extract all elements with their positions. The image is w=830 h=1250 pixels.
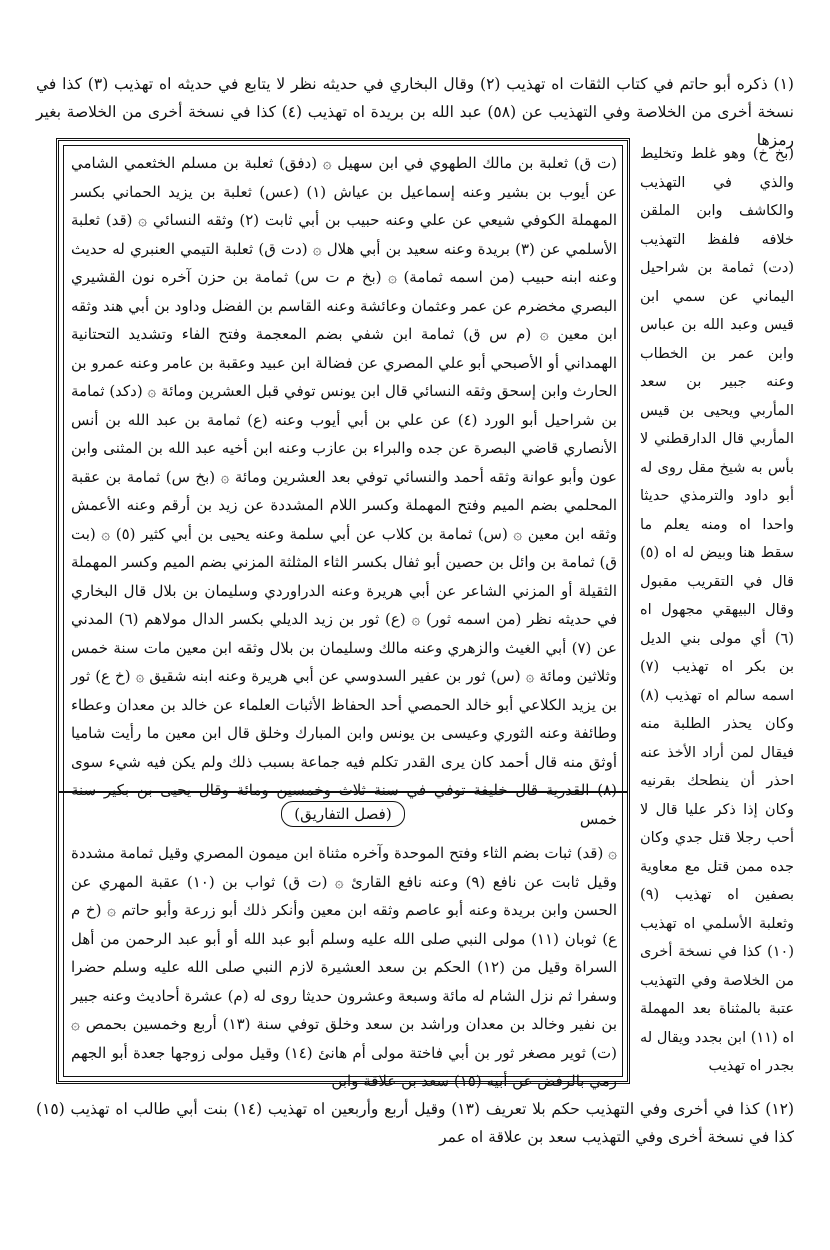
margin-notes: (بخ خ) وهو غلط وتخليط والذي في التهذيب والكاشف وابن الملقن خلافه فلفظ التهذيب (دت) ثمامة بن شراحيل اليماني عن سمي ابن قيس وعبد الله بن عباس وابن عمر بن الخطاب وعنه جبير بن سعد المأربي ويحيى بن قيس المأربي قال الدارقطني لا بأس به شيخ مقل روى له أبو داود والترمذي حديثا واحدا اه ومنه يعلم ما سقط هنا وبيض له اه (٥) قال في التقريب مقبول وقال البيهقي مجهول اه (٦) أي مولى بني الديل بن بكر اه تهذيب (٧) اسمه سالم اه تهذيب (٨) وكان يحذر الطلبة منه فيقال لمن أراد الأخذ عنه احذر أن ينطحك بقرنيه وكان إذا ذكر عليا قال لا أحب رجلا قتل جدي وكان جده ممن قتل مع معاوية بصفين اه تهذيب (٩) وثعلبة الأسلمي اه تهذيب (١٠) كذا في نسخة أخرى من الخلاصة وفي التهذيب عتبة بالمثناة بعد المهملة اه (١١) ابن بجدد ويقال له بجدر اه تهذيب (640, 146, 794, 1074)
bottom-footnotes: (١٢) كذا في أخرى وفي التهذيب حكم بلا تعريف (١٣) وقيل أربع وأربعين اه تهذيب (١٤) بنت أبي طالب اه تهذيب (١٥) كذا في نسخة أخرى وفي التهذيب سعد بن علاقة اه عمر (36, 1100, 795, 1146)
top-footnotes: (١) ذكره أبو حاتم في كتاب الثقات اه تهذيب (٢) وقال البخاري في حديثه نظر لا يتابع في حديثه اه تهذيب (٣) كذا في نسخة أخرى من الخلاصة وفي التهذيب عن (٥٨) عبد الله بن بريدة اه تهذيب (٤) كذا في نسخة أخرى من الخلاصة بغير رمزها (36, 75, 794, 149)
main-text-frame (56, 138, 630, 1090)
section-divider (59, 791, 627, 793)
section-heading (59, 801, 627, 827)
section-heading-label: (فصل التفاريق) (281, 801, 404, 827)
section-text: ۞ (قد) ثبات بضم الثاء وفتح الموحدة وآخره مثناة ابن ميمون المصري وقيل ثمامة مشددة وقيل ثابت عن نافع (٩) وعنه نافع القارئ ۞ (ت ق) ثواب بن (١٠) عقبة المهري عن الحسن وابن بريدة وعنه أبو عاصم وثقه ابن معين وأنكر ذلك أبو زرعة وأبو حاتم ۞ (خ م ع) ثوبان (١١) مولى النبي صلى الله عليه وسلم أبو عبد الله أو أبو عبد الرحمن من أهل السراة وقيل من (١٢) الحكم بن سعد العشيرة لازم النبي صلى الله عليه وسلم حضرا وسفرا ثم نزل الشام له مائة وسبعة وعشرون حديثا روى له (م) عشرة أحاديث وعنه جبير بن نفير وخالد بن معدان وراشد بن سعد وخلق توفي سنة (١٣) أربع وخمسين بحمص ۞ (ت) ثوير مصغر ثور بن أبي فاختة مولى أم هانئ (١٤) وقيل مولى زوجها جعدة أبو الجهم رمي بالرفض عن أبيه (١٥) سعد بن علاقة وابن (71, 844, 617, 1090)
main-text: (ت ق) ثعلبة بن مالك الطهوي في ابن سهيل ۞ (دفق) ثعلبة بن مسلم الخثعمي الشامي عن أيوب بن بشير وعنه إسماعيل بن عياش (١) (عس) ثعلبة بن يزيد الحماني بكسر المهملة الكوفي شيعي عن علي وعنه حبيب بن أبي ثابت (٢) وثقه النسائي ۞ (قد) ثعلبة الأسلمي عن (٣) بريدة وعنه سعيد بن أبي هلال ۞ (دت ق) ثعلبة التيمي العنبري له حديث وعنه ابنه حبيب (من اسمه ثمامة) ۞ (بخ م ت س) ثمامة بن حزن آخره نون القشيري البصري مخضرم عن عمر وعثمان وعائشة وعنه القاسم بن الفضل وداود بن أبي هند وثقه ابن معين ۞ (م س ق) ثمامة ابن شفي بضم المعجمة وفتح الفاء وتشديد التحتانية الهمداني أو الأصبحي أبو علي المصري عن فضالة ابن عبيد وعقبة بن عامر وعنه عمرو بن الحارث وابن إسحق وثقه النسائي قال ابن يونس توفي قبل العشرين ومائة ۞ (دكد) ثمامة بن شراحيل أبو الورد (٤) عن علي بن أبي أيوب وعنه (ع) ثمامة بن عبد الله بن أنس الأنصاري قاضي البصرة عن جده والبراء بن عازب وعنه ابن أخيه عبد الله بن المثنى وابن عون وأبو عوانة وثقه أحمد والنسائي توفي بعد العشرين ومائة ۞ (بخ س) ثمامة بن عقبة المحلمي بضم الميم وفتح المهملة وكسر اللام المشددة عن زيد بن أرقم وعنه الأعمش وثقه ابن معين ۞ (س) ثمامة بن كلاب عن أبي سلمة وعنه يحيى بن أبي كثير (٥) ۞ (بت ق) ثمامة بن وائل بن حصين أبو ثفال بكسر الثاء المثلثة المزني بضم الميم وكسر المهملة الثقيلة أو المزني الشاعر عن أبي هريرة وعنه الدراوردي وسليمان بن بلال قال البخاري في حديثه نظر (من اسمه ثور) ۞ (ع) ثور بن زيد الديلي بكسر الدال مولاهم (٦) المدني عن (٧) أبي الغيث والزهري وعنه مالك وسليمان بن بلال وثقه ابن معين مات سنة خمس وثلاثين ومائة ۞ (س) ثور بن عفير السدوسي عن أبي هريرة وعنه ابنه شقيق ۞ (خ ع) ثور بن يزيد الكلاعي أبو خالد الحمصي أحد الحفاظ الأثبات العلماء عن خالد بن معدان وعطاء وطائفة وعنه الثوري وعيسى بن يونس وابن المبارك وخلق قال ابن معين ما رأيت شاميا أوثق منه قال أحمد كان يرى القدر تكلم فيه جماعة بسبب ذلك ولم يكن فيه شيء سوى (٨) القدرية قال خليفة توفي في سنة ثلاث وخمسين ومائة وقال يحيى بن بكير سنة خمس (71, 154, 618, 828)
